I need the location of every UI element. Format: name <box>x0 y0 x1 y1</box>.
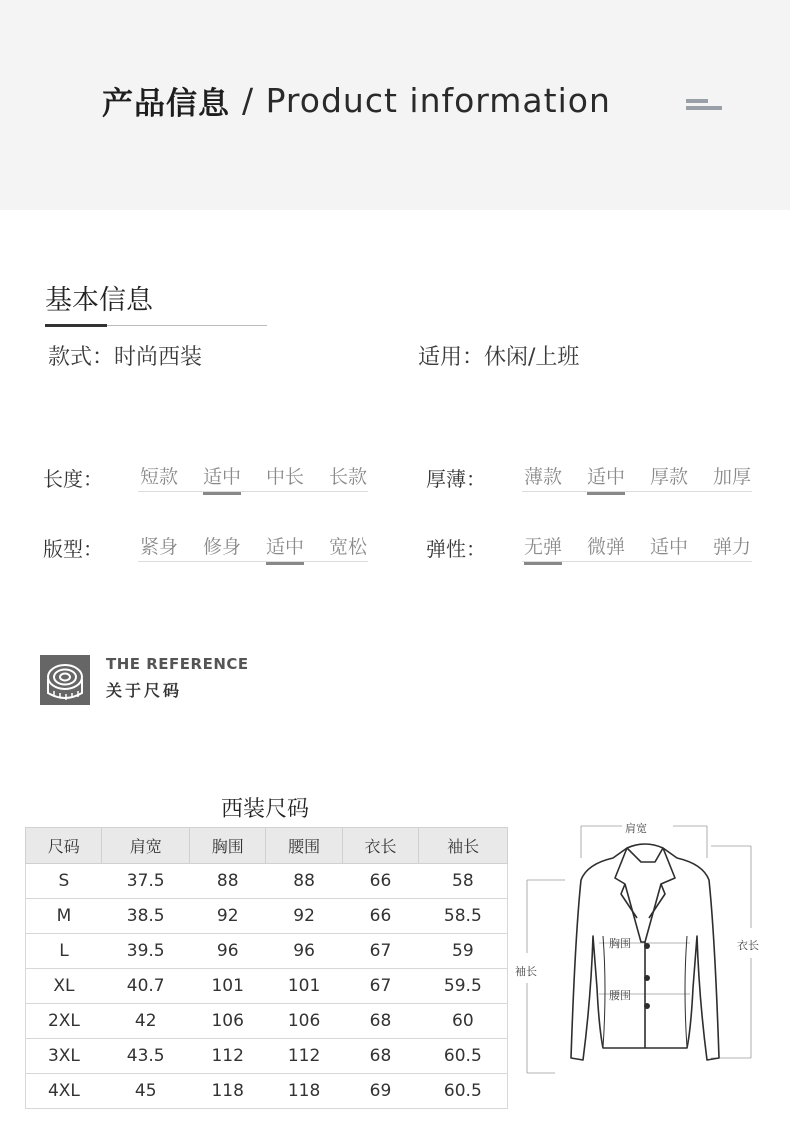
section-divider-accent <box>45 324 107 327</box>
size-cell: M <box>26 899 102 934</box>
measurement-cell: 58 <box>419 864 508 899</box>
fit-option: 修身 <box>203 536 242 558</box>
column-header: 袖长 <box>419 828 508 864</box>
size-cell: 2XL <box>26 1004 102 1039</box>
elasticity-option: 微弹 <box>587 536 626 558</box>
jacket-illustration <box>515 818 775 1086</box>
table-row <box>26 969 508 1004</box>
size-cell: 4XL <box>26 1074 102 1109</box>
measurement-cell: 59 <box>419 934 508 969</box>
jacket-diagram <box>515 818 775 1086</box>
thickness-option: 薄款 <box>524 466 563 488</box>
measurement-cell: 37.5 <box>102 864 190 899</box>
measurement-cell: 38.5 <box>102 899 190 934</box>
measurement-cell: 88 <box>190 864 266 899</box>
measurement-cell: 69 <box>342 1074 418 1109</box>
measurement-cell: 96 <box>266 934 342 969</box>
fit-option-selected: 适中 <box>266 532 304 565</box>
use-field <box>418 340 579 371</box>
length-option-selected: 适中 <box>203 462 241 495</box>
thickness-option: 加厚 <box>713 466 752 488</box>
measurement-cell: 60.5 <box>419 1039 508 1074</box>
measurement-cell: 101 <box>266 969 342 1004</box>
measurement-cell: 66 <box>342 899 418 934</box>
length-label: 长度： <box>43 467 103 491</box>
measurement-cell: 43.5 <box>102 1039 190 1074</box>
size-table <box>25 827 508 1109</box>
page-title <box>102 78 611 122</box>
column-header: 尺码 <box>26 828 102 864</box>
measurement-cell: 60 <box>419 1004 508 1039</box>
size-cell: L <box>26 934 102 969</box>
table-row <box>26 1039 508 1074</box>
measurement-cell: 68 <box>342 1039 418 1074</box>
measurement-cell: 118 <box>266 1074 342 1109</box>
size-table-title: 西装尺码 <box>220 797 309 822</box>
shoulder-label: 肩宽 <box>625 822 647 835</box>
double-bar-icon <box>686 96 722 112</box>
measurement-cell: 101 <box>190 969 266 1004</box>
measurement-cell: 106 <box>190 1004 266 1039</box>
fit-label: 版型： <box>43 537 103 561</box>
page-title-cn: 产品信息 <box>102 85 230 122</box>
column-header: 胸围 <box>190 828 266 864</box>
elasticity-option: 弹力 <box>713 536 752 558</box>
elasticity-option-selected: 无弹 <box>524 532 562 565</box>
length-option: 长款 <box>329 466 368 488</box>
table-row <box>26 1004 508 1039</box>
reference-title-en: THE REFERENCE <box>106 655 249 673</box>
measurement-cell: 92 <box>266 899 342 934</box>
style-label: 款式： <box>48 345 115 370</box>
elasticity-option: 适中 <box>650 536 689 558</box>
chest-label: 胸围 <box>609 937 631 950</box>
measurement-cell: 92 <box>190 899 266 934</box>
thickness-option: 厚款 <box>650 466 689 488</box>
fit-option: 宽松 <box>329 536 368 558</box>
measurement-cell: 118 <box>190 1074 266 1109</box>
thickness-label: 厚薄： <box>426 467 486 491</box>
measurement-cell: 112 <box>190 1039 266 1074</box>
length-option: 中长 <box>266 466 305 488</box>
measurement-cell: 112 <box>266 1039 342 1074</box>
measurement-cell: 67 <box>342 969 418 1004</box>
measurement-cell: 60.5 <box>419 1074 508 1109</box>
table-row <box>26 899 508 934</box>
measurement-cell: 96 <box>190 934 266 969</box>
measurement-cell: 58.5 <box>419 899 508 934</box>
measurement-cell: 67 <box>342 934 418 969</box>
table-row <box>26 1074 508 1109</box>
use-value: 休闲/上班 <box>484 345 580 370</box>
size-cell: 3XL <box>26 1039 102 1074</box>
length-label: 衣长 <box>737 939 759 952</box>
column-header: 肩宽 <box>102 828 190 864</box>
waist-label: 腰围 <box>609 989 631 1002</box>
measurement-cell: 39.5 <box>102 934 190 969</box>
size-table-header <box>26 828 508 864</box>
column-header: 衣长 <box>342 828 418 864</box>
table-row <box>26 864 508 899</box>
size-cell: S <box>26 864 102 899</box>
measurement-cell: 42 <box>102 1004 190 1039</box>
thickness-option-selected: 适中 <box>587 462 625 495</box>
table-row <box>26 934 508 969</box>
sleeve-label: 袖长 <box>515 965 537 978</box>
style-value: 时尚西装 <box>114 345 203 370</box>
measurement-cell: 106 <box>266 1004 342 1039</box>
fit-option: 紧身 <box>140 536 179 558</box>
measurement-cell: 45 <box>102 1074 190 1109</box>
length-option: 短款 <box>140 466 179 488</box>
style-field <box>48 340 202 371</box>
measurement-cell: 88 <box>266 864 342 899</box>
measurement-cell: 40.7 <box>102 969 190 1004</box>
basic-info-title: 基本信息 <box>45 285 153 316</box>
elasticity-label: 弹性： <box>426 537 486 561</box>
use-label: 适用： <box>418 345 485 370</box>
measurement-cell: 59.5 <box>419 969 508 1004</box>
measurement-cell: 66 <box>342 864 418 899</box>
page-title-en: / Product information <box>242 80 611 120</box>
reference-title-cn: 关于尺码 <box>106 681 183 700</box>
tape-measure-icon <box>40 655 90 705</box>
measurement-cell: 68 <box>342 1004 418 1039</box>
size-cell: XL <box>26 969 102 1004</box>
column-header: 腰围 <box>266 828 342 864</box>
